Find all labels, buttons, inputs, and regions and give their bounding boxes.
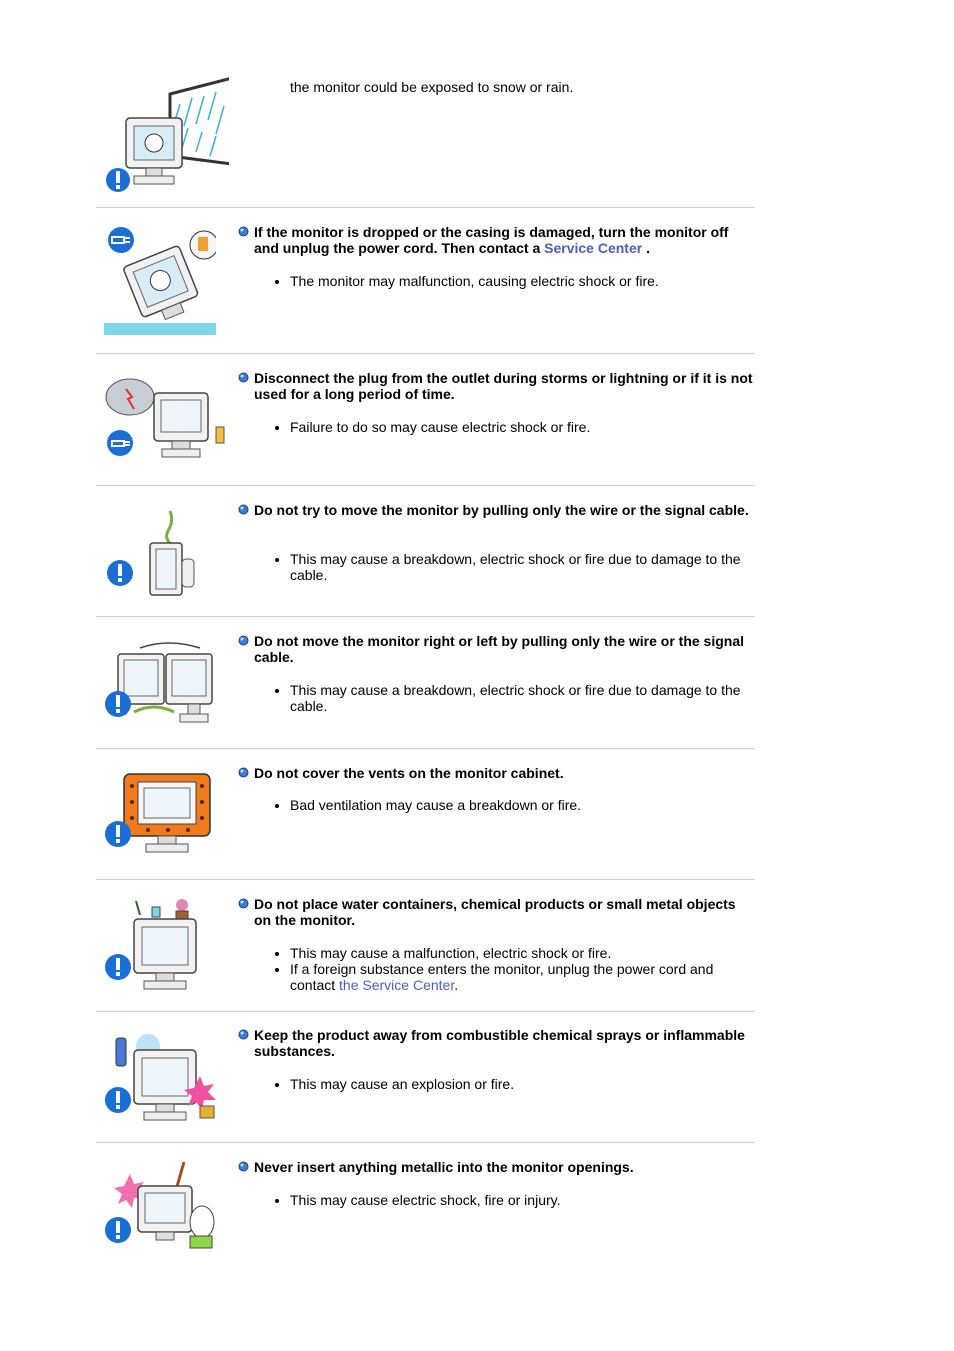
- section-pull-wire: [96, 493, 755, 611]
- blue-bullet-icon: [238, 767, 249, 778]
- section-items: [272, 1192, 760, 1208]
- blue-bullet-icon: [238, 1029, 249, 1040]
- section-items: [272, 1076, 760, 1092]
- list-item: • Bad ventilation may cause a breakdown or fire.: [290, 797, 760, 813]
- section-move-sideways: [96, 624, 755, 742]
- section-heading: Do not place water containers, chemical products or small metal objects on the monitor.: [238, 896, 754, 928]
- blue-bullet-icon: [238, 1161, 249, 1172]
- blue-bullet-icon: [238, 504, 249, 515]
- section-heading: Do not try to move the monitor by pulling only the wire or the signal cable.: [238, 502, 754, 518]
- section-items: [272, 551, 760, 583]
- section-vents: [96, 756, 755, 874]
- section-storm: [96, 361, 755, 481]
- section-water-containers: [96, 887, 755, 1005]
- list-item: • Failure to do so may cause electric shock or fire.: [290, 419, 760, 435]
- divider: [96, 879, 755, 880]
- divider: [96, 1142, 755, 1143]
- section-heading: Never insert anything metallic into the monitor openings.: [238, 1159, 754, 1175]
- service-center-link[interactable]: Service Center: [544, 240, 643, 256]
- section-heading: Do not cover the vents on the monitor cabinet.: [238, 765, 754, 781]
- section-items: [272, 273, 760, 289]
- pull-wire-illustration: [104, 509, 224, 599]
- divider: [96, 616, 755, 617]
- section-items: [272, 419, 760, 435]
- list-item: • This may cause electric shock, fire or injury.: [290, 1192, 760, 1208]
- blue-bullet-icon: [238, 898, 249, 909]
- divider: [96, 353, 755, 354]
- blue-bullet-icon: [238, 372, 249, 383]
- section-dropped-monitor: [96, 215, 755, 345]
- storm-illustration: [104, 375, 224, 461]
- cable-icon: [134, 707, 174, 712]
- covered-vents-illustration: [104, 770, 224, 858]
- section-metallic-objects: [96, 1150, 755, 1268]
- monitor-rain-illustration: [104, 76, 224, 192]
- list-item: • The monitor may malfunction, causing electric shock or fire.: [290, 273, 760, 289]
- dropped-monitor-illustration: [104, 223, 224, 339]
- list-item: • This may cause a malfunction, electric shock or fire.: [290, 945, 760, 961]
- blue-bullet-icon: [238, 226, 249, 237]
- chemical-spray-illustration: [104, 1030, 224, 1122]
- objects-on-monitor-illustration: [104, 897, 224, 991]
- list-item: • If a foreign substance enters the monitor, unplug the power cord and contact the Service Center.: [290, 961, 760, 993]
- section-heading: Disconnect the plug from the outlet during storms or lightning or if it is not used for a long period of time.: [238, 370, 754, 402]
- list-item: • This may cause a breakdown, electric shock or fire due to damage to the cable.: [290, 682, 760, 714]
- section-items: [272, 945, 760, 993]
- section-heading: If the monitor is dropped or the casing is damaged, turn the monitor off and unplug the power cord. Then contact a Service Center .: [238, 224, 754, 256]
- section-weather: [96, 70, 755, 200]
- section-items: [272, 682, 760, 714]
- divider: [96, 748, 755, 749]
- intro-text: the monitor could be exposed to snow or rain.: [290, 79, 574, 95]
- list-item: • This may cause a breakdown, electric shock or fire due to damage to the cable.: [290, 551, 760, 583]
- list-item: • This may cause an explosion or fire.: [290, 1076, 760, 1092]
- divider: [96, 485, 755, 486]
- metallic-insert-illustration: [104, 1160, 224, 1252]
- divider: [96, 1011, 755, 1012]
- section-heading: Do not move the monitor right or left by pulling only the wire or the signal cable.: [238, 633, 754, 665]
- cable-icon: [167, 511, 172, 545]
- section-heading: Keep the product away from combustible chemical sprays or inflammable substances.: [238, 1027, 754, 1059]
- service-center-link[interactable]: the Service Center: [339, 977, 455, 993]
- blue-bullet-icon: [238, 635, 249, 646]
- section-chemical-sprays: [96, 1018, 755, 1136]
- move-sideways-illustration: [104, 640, 224, 728]
- section-items: [272, 797, 760, 813]
- divider: [96, 207, 755, 208]
